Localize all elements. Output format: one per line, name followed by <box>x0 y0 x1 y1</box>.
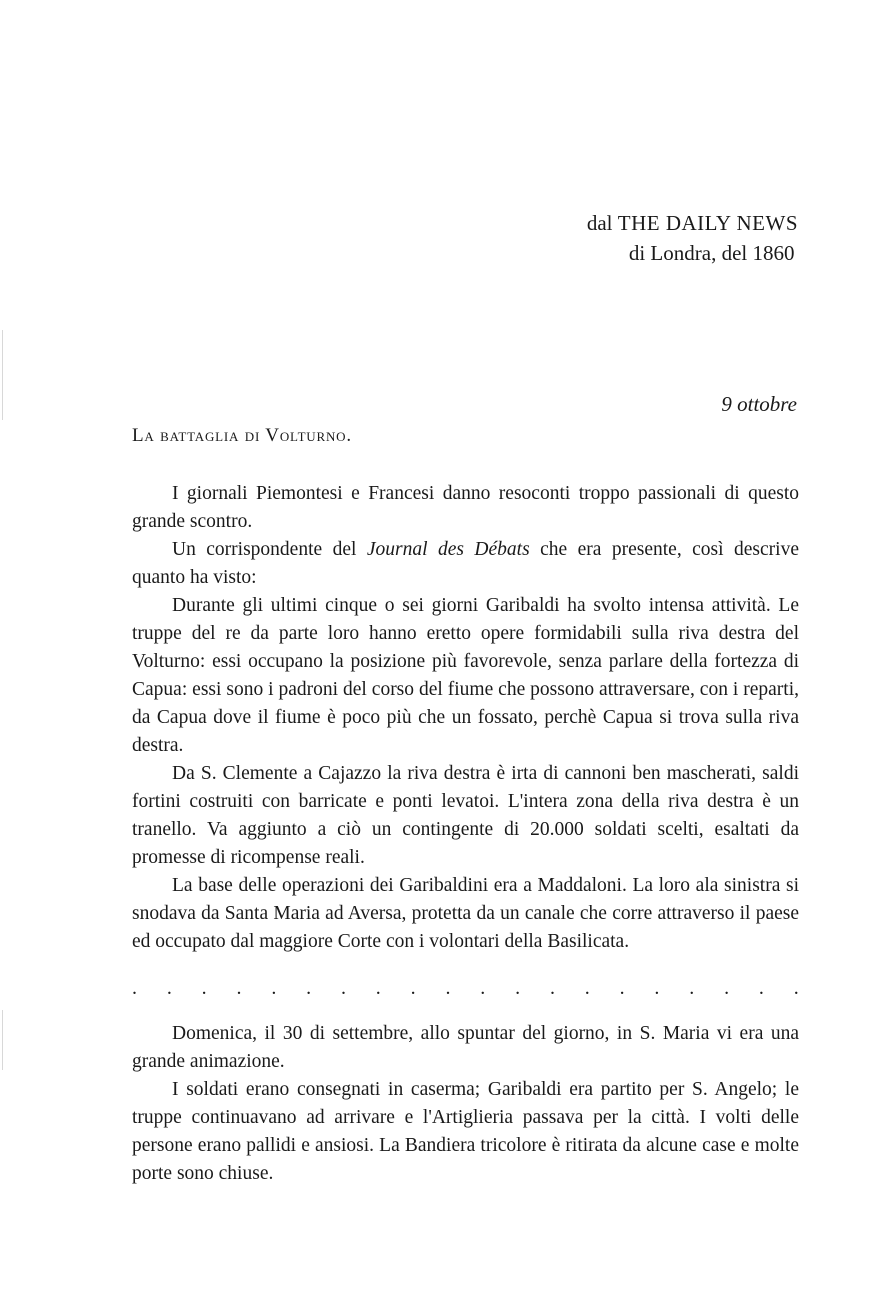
source-line-2: di Londra, del 1860 <box>628 241 795 265</box>
paragraph-3: Durante gli ultimi cinque o sei giorni Garibaldi ha svolto intensa attività. Le truppe del re da parte loro hanno eretto opere formidabili sulla riva destra del Volturno: essi occupano la posizione più favorevole, senza parlare della fortezza di Capua: essi sono i padroni del corso del fiume che possono attraversare, con i reparti, da Capua dove il fiume è poco più che un fossato, perchè Capua si trova sulla riva destra. <box>132 595 799 756</box>
section-separator <box>132 978 799 998</box>
page-edge-mark-top <box>2 330 3 420</box>
paragraph-5: La base delle operazioni dei Garibaldini era a Maddaloni. La loro ala sinistra si snodava da Santa Maria ad Aversa, protetta da un canale che corre attraverso il paese ed occupato dal maggiore Corte con i volontari della Basilicata. <box>132 875 799 952</box>
separator-dot: . <box>410 977 416 999</box>
separator-dot: . <box>480 977 486 999</box>
source-prefix: dal <box>586 211 613 235</box>
paragraph-1: I giornali Piemontesi e Francesi danno resoconti troppo passionali di questo grande scontro. <box>132 483 799 532</box>
separator-dot: . <box>619 977 625 999</box>
separator-dot: . <box>201 977 207 999</box>
separator-dot: . <box>445 977 451 999</box>
page-edge-mark-bottom <box>2 1010 3 1070</box>
paragraph-4: Da S. Clemente a Cajazzo la riva destra è irta di cannoni ben mascherati, saldi fortini costruiti con barricate e ponti levatoi. L'intera zona della riva destra è un tranello. Va aggiunto a ciò un contingente di 20.000 soldati scelti, esaltati da promesse di ricompense reali. <box>132 763 799 868</box>
source-line-1 <box>587 208 798 238</box>
source-attribution <box>587 208 798 268</box>
journal-title: Journal des Débats <box>366 539 530 560</box>
separator-dot: . <box>689 977 695 999</box>
separator-dot: . <box>340 977 346 999</box>
separator-dot: . <box>166 977 172 999</box>
separator-dot: . <box>584 977 590 999</box>
paragraph-2 <box>132 536 799 592</box>
separator-dot: . <box>306 977 312 999</box>
article-heading: La battaglia di Volturno. <box>132 425 352 446</box>
source-paper-name: THE DAILY NEWS <box>617 211 798 235</box>
separator-dot: . <box>549 977 555 999</box>
separator-dot: . <box>793 977 799 999</box>
separator-dot: . <box>375 977 381 999</box>
separator-dot: . <box>724 977 730 999</box>
separator-dot: . <box>515 977 521 999</box>
separator-dot: . <box>132 977 137 999</box>
article-body <box>132 480 799 1188</box>
separator-dot: . <box>758 977 764 999</box>
paragraph-2-after: che era presente, così descrive quanto ha visto: <box>132 539 799 588</box>
separator-dot: . <box>271 977 277 999</box>
separator-dot: . <box>654 977 660 999</box>
paragraph-6: Domenica, il 30 di settembre, allo spuntar del giorno, in S. Maria vi era una grande animazione. <box>132 1023 799 1072</box>
paragraph-2-before: Un corrispondente del <box>172 539 367 560</box>
article-date: 9 ottobre <box>721 392 797 416</box>
separator-dot: . <box>236 977 242 999</box>
paragraph-7: I soldati erano consegnati in caserma; Garibaldi era partito per S. Angelo; le truppe continuavano ad arrivare e l'Artiglieria passava per la città. I volti delle persone erano pallidi e ansiosi. La Bandiera tricolore è ritirata da alcune case e molte porte sono chiuse. <box>132 1079 799 1184</box>
